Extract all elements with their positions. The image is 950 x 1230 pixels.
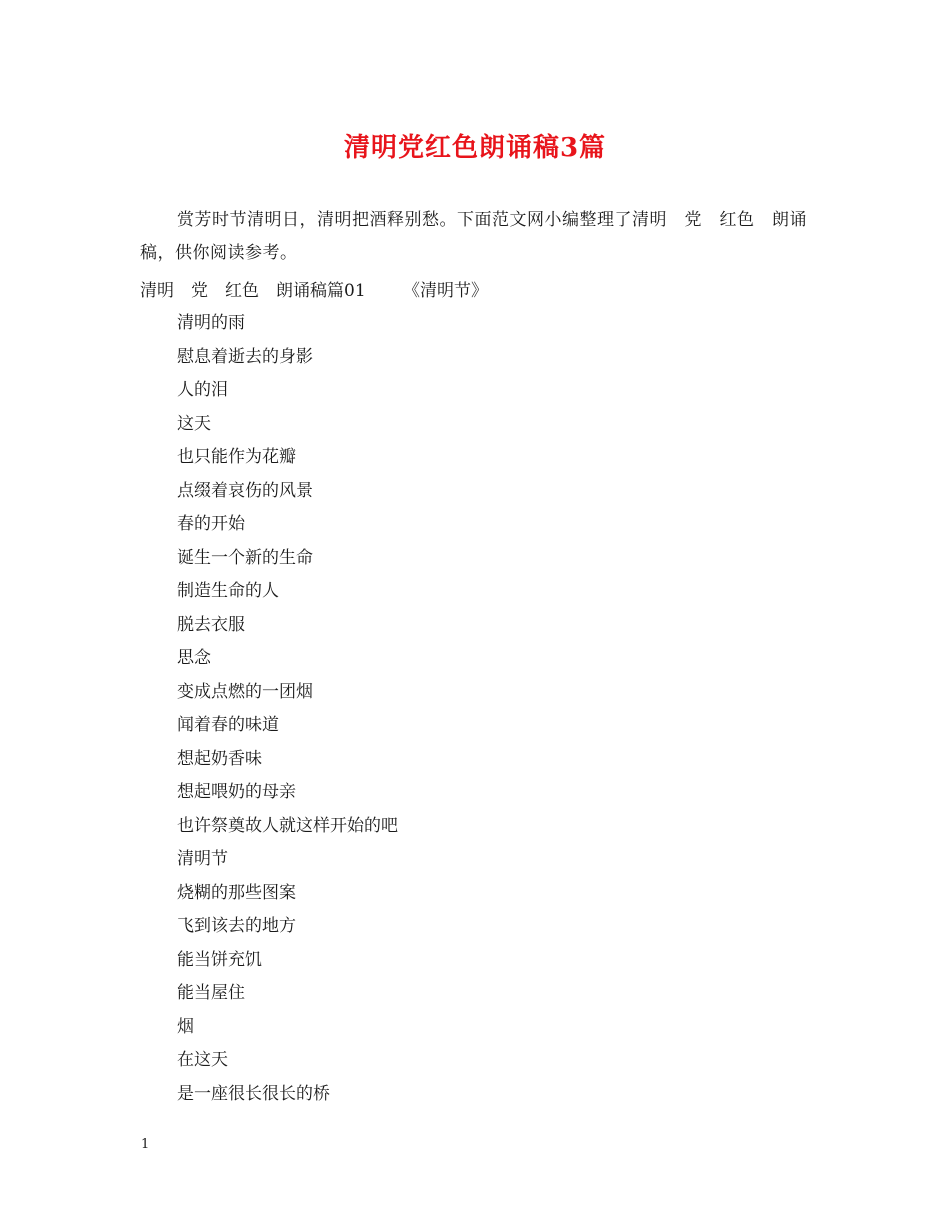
poem-line: 春的开始 (177, 514, 245, 534)
poem-line: 飞到该去的地方 (177, 916, 296, 936)
poem-line: 脱去衣服 (177, 614, 245, 635)
poem-line: 也许祭奠故人就这样开始的吧 (177, 815, 398, 836)
poem-line: 也只能作为花瓣 (177, 447, 296, 467)
intro-paragraph: 赏芳时节清明日，清明把酒释别愁。下面范文网小编整理了清明 党 红色 朗诵稿，供你阅读参考。 (140, 210, 807, 263)
poem-line: 点缀着哀伤的风景 (177, 480, 313, 501)
section-heading: 清明 党 红色 朗诵稿篇01 (140, 281, 366, 301)
poem-line: 闻着春的味道 (177, 715, 279, 735)
page-title: 清明党红色朗诵稿3篇 (343, 133, 607, 163)
poem-title: 《清明节》 (403, 281, 488, 301)
poem-line: 慰息着逝去的身影 (177, 346, 313, 367)
poem-body (177, 307, 398, 1111)
poem-line: 清明的雨 (177, 313, 245, 333)
poem-line: 想起奶香味 (177, 748, 262, 769)
poem-line: 在这天 (177, 1050, 228, 1070)
poem-line: 这天 (177, 413, 211, 434)
poem-line: 想起喂奶的母亲 (177, 782, 296, 802)
poem-line: 制造生命的人 (177, 581, 279, 601)
poem-line: 烧糊的那些图案 (177, 882, 296, 903)
poem-line: 烟 (177, 1016, 194, 1037)
poem-line: 思念 (177, 648, 211, 668)
poem-line: 能当饼充饥 (177, 949, 262, 970)
poem-line: 人的泪 (177, 380, 228, 400)
poem-line: 清明节 (177, 849, 228, 869)
page-number: 1 (141, 1137, 150, 1152)
poem-line: 变成点燃的一团烟 (177, 681, 313, 702)
poem-line: 是一座很长很长的桥 (177, 1083, 330, 1104)
poem-line: 诞生一个新的生命 (177, 547, 313, 568)
poem-line: 能当屋住 (177, 983, 245, 1003)
